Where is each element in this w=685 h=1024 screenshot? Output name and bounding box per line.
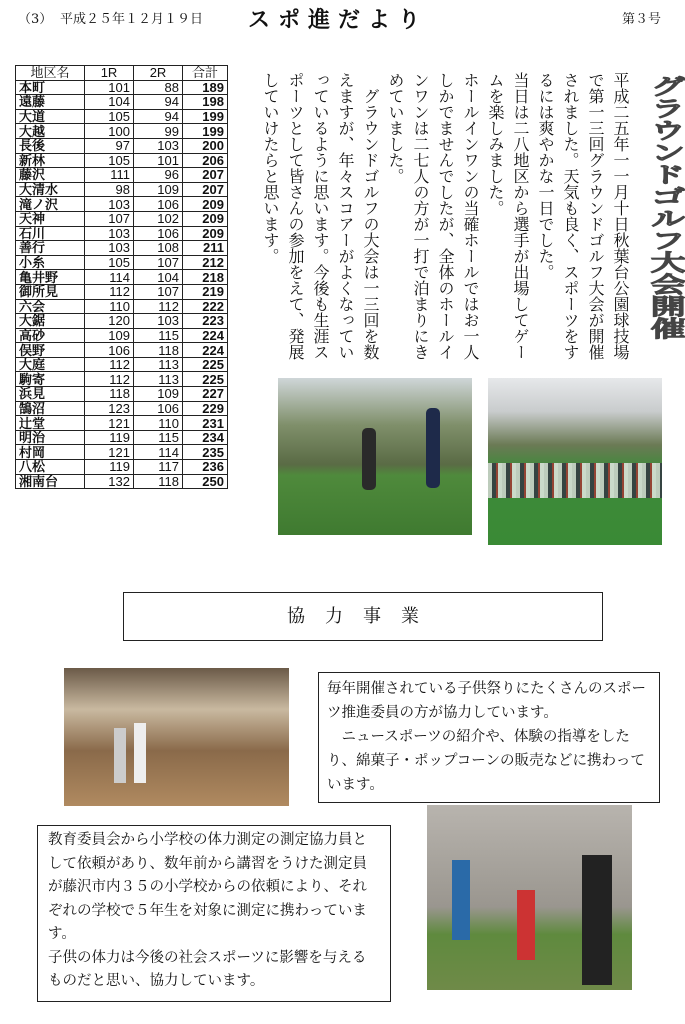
district-name: 明治 [16, 430, 85, 445]
district-name: 小糸 [16, 255, 85, 270]
total-score: 219 [183, 284, 228, 299]
round1-score: 112 [85, 357, 134, 372]
table-row [16, 328, 228, 343]
round1-score: 100 [85, 124, 134, 139]
round1-score: 98 [85, 182, 134, 197]
district-name: 六会 [16, 299, 85, 314]
round1-score: 105 [85, 153, 134, 168]
round2-score: 118 [134, 474, 183, 489]
district-name: 石川 [16, 226, 85, 241]
round1-score: 118 [85, 387, 134, 402]
total-score: 212 [183, 255, 228, 270]
article-line: 平成二五年一一月十日秋葉台公園球技場 [611, 72, 630, 360]
total-score: 224 [183, 343, 228, 358]
article-title: グラウンドゴルフ大会開催 [645, 75, 685, 339]
round1-score: 110 [85, 299, 134, 314]
round1-score: 101 [85, 80, 134, 95]
table-row [16, 372, 228, 387]
round1-score: 112 [85, 372, 134, 387]
round1-score: 119 [85, 460, 134, 475]
article-line: していけたらと思います。 [261, 72, 280, 264]
column-header: 合計 [183, 66, 228, 81]
round1-score: 112 [85, 284, 134, 299]
total-score: 209 [183, 226, 228, 241]
round1-score: 121 [85, 416, 134, 431]
article-line: で第一三回グラウンドゴルフ大会が開催 [586, 72, 605, 360]
table-row [16, 474, 228, 489]
round2-score: 106 [134, 226, 183, 241]
table-row [16, 182, 228, 197]
district-name: 遠藤 [16, 95, 85, 110]
total-score: 206 [183, 153, 228, 168]
district-name: 大鋸 [16, 314, 85, 329]
round1-score: 106 [85, 343, 134, 358]
issue-number: 第３号 [622, 12, 662, 27]
round1-score: 103 [85, 197, 134, 212]
district-name: 浜見 [16, 387, 85, 402]
round1-score: 105 [85, 255, 134, 270]
table-row [16, 299, 228, 314]
article-line: ホールインワンの当確ホールではお一人 [461, 72, 480, 360]
table-row [16, 270, 228, 285]
round2-score: 115 [134, 430, 183, 445]
total-score: 234 [183, 430, 228, 445]
round2-score: 110 [134, 416, 183, 431]
table-row [16, 401, 228, 416]
district-name: 辻堂 [16, 416, 85, 431]
total-score: 227 [183, 387, 228, 402]
district-name: 新林 [16, 153, 85, 168]
photo-golf-play [278, 378, 472, 535]
article-line: ムを楽しみました。 [486, 72, 505, 216]
total-score: 209 [183, 197, 228, 212]
round2-score: 96 [134, 168, 183, 183]
round2-score: 101 [134, 153, 183, 168]
table-row [16, 314, 228, 329]
round2-score: 113 [134, 372, 183, 387]
newsletter-title: スポ進だより [248, 8, 429, 33]
round2-score: 117 [134, 460, 183, 475]
column-header: 1R [85, 66, 134, 81]
children-festival-box [318, 672, 660, 803]
district-name: 天神 [16, 211, 85, 226]
table-row [16, 153, 228, 168]
round2-score: 94 [134, 109, 183, 124]
round2-score: 106 [134, 401, 183, 416]
table-row [16, 211, 228, 226]
district-name: 善行 [16, 241, 85, 256]
table-row [16, 95, 228, 110]
round2-score: 109 [134, 387, 183, 402]
issue-date: 平成２５年１２月１９日 [60, 12, 204, 27]
district-name: 藤沢 [16, 168, 85, 183]
table-row [16, 124, 228, 139]
table-row [16, 387, 228, 402]
total-score: 224 [183, 328, 228, 343]
round1-score: 103 [85, 226, 134, 241]
article-line: っているように思います。今後も生涯ス [311, 72, 330, 360]
round1-score: 123 [85, 401, 134, 416]
round2-score: 114 [134, 445, 183, 460]
round1-score: 121 [85, 445, 134, 460]
district-name: 鵠沼 [16, 401, 85, 416]
district-name: 湘南台 [16, 474, 85, 489]
box-text: 子供の体力は今後の社会スポーツに影響を与えるものだと思い、協力しています。 [48, 949, 367, 989]
district-name: 本町 [16, 80, 85, 95]
round1-score: 105 [85, 109, 134, 124]
box-text: 教育委員会から小学校の体力測定の測定協力員として依頼があり、数年前から講習をうけた測定員が藤沢市内３５の小学校からの依頼により、それぞれの学校で５年生を対象に測定に携わっています。 [48, 832, 367, 942]
total-score: 199 [183, 109, 228, 124]
round2-score: 118 [134, 343, 183, 358]
table-row [16, 109, 228, 124]
total-score: 189 [183, 80, 228, 95]
round1-score: 132 [85, 474, 134, 489]
score-table [15, 65, 228, 489]
total-score: 229 [183, 401, 228, 416]
district-name: 大越 [16, 124, 85, 139]
column-header: 地区名 [16, 66, 85, 81]
round2-score: 107 [134, 284, 183, 299]
total-score: 225 [183, 372, 228, 387]
round2-score: 108 [134, 241, 183, 256]
total-score: 209 [183, 211, 228, 226]
article-line: ンワンは二七人の方が一打で泊まりにき [411, 72, 430, 360]
box-text: 毎年開催されている子供祭りにたくさんのスポーツ推進委員の方が協力しています。 [327, 681, 646, 721]
round2-score: 113 [134, 357, 183, 372]
round1-score: 104 [85, 95, 134, 110]
article-line: しかでませんでしたが、全体のホールイ [436, 72, 455, 360]
table-row [16, 416, 228, 431]
table-row [16, 343, 228, 358]
table-row [16, 255, 228, 270]
round1-score: 109 [85, 328, 134, 343]
round1-score: 120 [85, 314, 134, 329]
district-name: 八松 [16, 460, 85, 475]
box-text: ニュースポーツの紹介や、体験の指導をしたり、綿菓子・ポップコーンの販売などに携わっています。 [327, 729, 645, 793]
table-row [16, 460, 228, 475]
district-name: 御所見 [16, 284, 85, 299]
article-line: グラウンドゴルフの大会は一三回を数 [361, 72, 380, 360]
column-header: 2R [134, 66, 183, 81]
fitness-test-box [37, 825, 391, 1002]
photo-fitness-test [427, 805, 632, 990]
table-row [16, 138, 228, 153]
round1-score: 119 [85, 430, 134, 445]
district-name: 大道 [16, 109, 85, 124]
article-line: るには爽やかな一日でした。 [536, 72, 555, 280]
table-row [16, 284, 228, 299]
total-score: 223 [183, 314, 228, 329]
total-score: 198 [183, 95, 228, 110]
total-score: 207 [183, 168, 228, 183]
round1-score: 111 [85, 168, 134, 183]
round2-score: 115 [134, 328, 183, 343]
table-row [16, 445, 228, 460]
photo-participants [488, 378, 662, 545]
total-score: 222 [183, 299, 228, 314]
table-row [16, 168, 228, 183]
total-score: 218 [183, 270, 228, 285]
total-score: 200 [183, 138, 228, 153]
round1-score: 97 [85, 138, 134, 153]
round2-score: 103 [134, 138, 183, 153]
total-score: 231 [183, 416, 228, 431]
round2-score: 99 [134, 124, 183, 139]
total-score: 207 [183, 182, 228, 197]
round1-score: 107 [85, 211, 134, 226]
round1-score: 103 [85, 241, 134, 256]
district-name: 駒寄 [16, 372, 85, 387]
table-row [16, 197, 228, 212]
total-score: 236 [183, 460, 228, 475]
article-line: ポーツとして皆さんの参加をえて、発展 [286, 72, 305, 360]
total-score: 235 [183, 445, 228, 460]
round2-score: 104 [134, 270, 183, 285]
table-row [16, 430, 228, 445]
total-score: 211 [183, 241, 228, 256]
table-row [16, 241, 228, 256]
table-row [16, 80, 228, 95]
table-row [16, 357, 228, 372]
table-row [16, 226, 228, 241]
article-line: されました。天気も良く、スポーツをす [561, 72, 580, 360]
total-score: 250 [183, 474, 228, 489]
page-number: （3） [18, 12, 53, 27]
section-heading-box: 協力事業 [123, 592, 603, 641]
article-line: えますが、年々スコアーがよくなってい [336, 72, 355, 360]
district-name: 長後 [16, 138, 85, 153]
district-name: 大庭 [16, 357, 85, 372]
photo-gymnasium [64, 668, 289, 806]
round2-score: 106 [134, 197, 183, 212]
round2-score: 102 [134, 211, 183, 226]
round2-score: 107 [134, 255, 183, 270]
table-header-row [16, 66, 228, 81]
article-line: 当日は二八地区から選手が出場してゲー [511, 72, 530, 360]
round2-score: 109 [134, 182, 183, 197]
round2-score: 94 [134, 95, 183, 110]
district-name: 滝ノ沢 [16, 197, 85, 212]
round2-score: 88 [134, 80, 183, 95]
article-body [255, 72, 633, 372]
article-line: めていました。 [386, 72, 405, 184]
total-score: 199 [183, 124, 228, 139]
round1-score: 114 [85, 270, 134, 285]
district-name: 大清水 [16, 182, 85, 197]
district-name: 高砂 [16, 328, 85, 343]
district-name: 俣野 [16, 343, 85, 358]
district-name: 亀井野 [16, 270, 85, 285]
district-name: 村岡 [16, 445, 85, 460]
total-score: 225 [183, 357, 228, 372]
round2-score: 103 [134, 314, 183, 329]
round2-score: 112 [134, 299, 183, 314]
